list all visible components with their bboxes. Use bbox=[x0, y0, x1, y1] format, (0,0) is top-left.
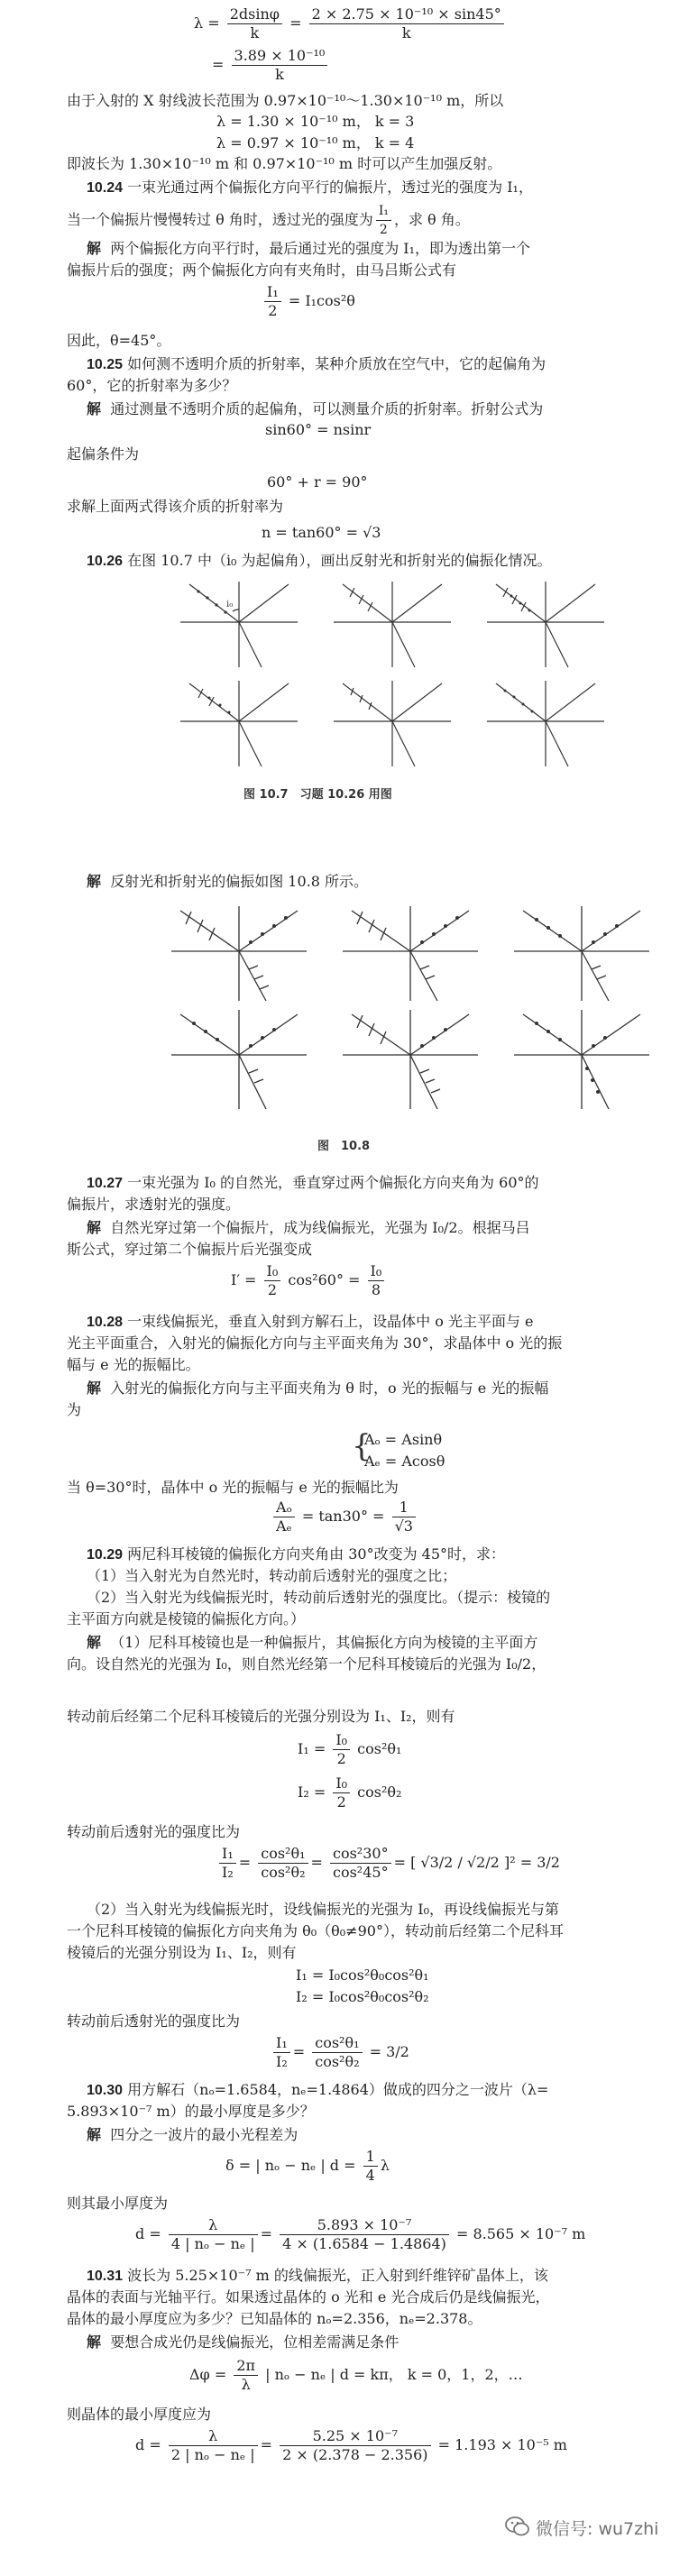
malus-equation: $\frac{\text{I₁}}{2}$ = I₁cos²θ bbox=[262, 283, 355, 320]
solution-label: 解 bbox=[87, 1634, 102, 1651]
intro-eq-1: λ = 1.30 × 10⁻¹⁰ m， k = 3 bbox=[216, 113, 415, 130]
problem-10-31-question-2: 晶体的表面与光轴平行。如果透过晶体的 o 光和 e 光合成后仍是线偏振光， bbox=[67, 2288, 550, 2306]
eq-lhs: λ = bbox=[194, 14, 220, 32]
problem-10-24-answer: 解 两个偏振化方向平行时，最后通过光的强度为 I₁，即为透出第一个 bbox=[87, 240, 531, 257]
polarized-i1-equation: I₁ = I₀cos²θ₀cos²θ₁ bbox=[296, 1966, 429, 1984]
intro-line: 由于入射的 X 射线波长范围为 0.97×10⁻¹⁰～1.30×10⁻¹⁰ m，所以 bbox=[67, 92, 504, 109]
diagram-6 bbox=[487, 681, 604, 766]
polarized-ratio-equation: $\frac{\text{I₁}}{\text{I₂}}$ = $\frac{\text{cos²θ₁}}{\text{cos²θ₂}}$ = 3/2 bbox=[271, 2034, 409, 2071]
problem-10-31-question: 10.31 波长为 5.25×10⁻⁷ m 的线偏振光，正入射到纤维锌矿晶体上，该 bbox=[87, 2267, 548, 2284]
problem-10-26-question: 10.26 在图 10.7 中（i₀ 为起偏角），画出反射光和折射光的偏振化情况。 bbox=[87, 552, 552, 569]
problem-10-28-answer-3: 当 θ=30°时，晶体中 o 光的振幅与 e 光的振幅比为 bbox=[67, 1479, 399, 1496]
problem-10-28-answer: 解 入射光的偏振化方向与主平面夹角为 θ 时，o 光的振幅与 e 光的振幅 bbox=[87, 1380, 549, 1397]
problem-10-30-question: 10.30 用方解石（nₒ=1.6584，nₑ=1.4864）做成的四分之一波片（λ= bbox=[87, 2081, 549, 2098]
figure-10-8-caption: 图 10.8 bbox=[317, 1140, 371, 1153]
amplitude-o-equation: Aₒ = Asinθ bbox=[364, 1431, 443, 1448]
problem-number: 10.26 bbox=[87, 554, 124, 569]
problem-10-27-answer: 解 自然光穿过第一个偏振片，成为线偏振光，光强为 I₀/2。根据马吕 bbox=[87, 1219, 530, 1236]
problem-10-31-question-3: 晶体的最小厚度应为多少？已知晶体的 nₒ=2.356，nₑ=2.378。 bbox=[67, 2310, 482, 2327]
problem-10-28-question: 10.28 一束线偏振光，垂直入射到方解石上，设晶体中 o 光主平面与 e bbox=[87, 1313, 534, 1330]
problem-10-29-answer-2: 向。设自然光的光强为 I₀，则自然光经第一个尼科耳棱镜后的光强为 I₀/2， bbox=[67, 1655, 546, 1673]
problem-10-24-question-2: 当一个偏振片慢慢转过 θ 角时，透过光的强度为 $\frac{\text{I₁}}{2}$ ，求 θ 角。 bbox=[67, 204, 470, 237]
problem-10-25-text: 起偏条件为 bbox=[67, 445, 140, 463]
intensity-i2-equation: I₂ = $\frac{\text{I₀}}{2}$ cos²θ₂ bbox=[298, 1774, 402, 1811]
problem-10-27-answer-2: 斯公式，穿过第二个偏振片后光强变成 bbox=[67, 1241, 313, 1258]
solution-label: 解 bbox=[87, 1380, 102, 1397]
amplitude-e-equation: Aₑ = Acosθ bbox=[364, 1453, 445, 1470]
refractive-index-result: n = tan60° = √3 bbox=[262, 524, 381, 541]
polarizing-angle-equation: 60° + r = 90° bbox=[267, 473, 368, 490]
polarized-i2-equation: I₂ = I₀cos²θ₀cos²θ₂ bbox=[296, 1988, 429, 2005]
refraction-equation: sin60° = nsinr bbox=[265, 421, 372, 438]
intensity-i1-equation: I₁ = $\frac{\text{I₀}}{2}$ cos²θ₁ bbox=[298, 1731, 402, 1767]
problem-10-25-text-2: 求解上面两式得该介质的折射率为 bbox=[67, 498, 284, 515]
problem-10-29-answer-3: 转动前后经第二个尼科耳棱镜后的光强分别设为 I₁、I₂，则有 bbox=[67, 1708, 455, 1725]
problem-10-29-answer-7: 棱镜后的光强分别设为 I₁、I₂，则有 bbox=[67, 1944, 297, 1961]
thickness-equation-10-31: d = $\frac{\lambda}{\text{2 | nₒ − nₑ |}}$ = $\frac{\text{5.25 × 10⁻⁷}}{2 \times (2.378 - 2.356)}$ = 1.193 × 10⁻⁵ m bbox=[135, 2427, 567, 2463]
path-difference-equation: δ = | nₒ − nₑ | d = $\frac{1}{4}$ λ bbox=[225, 2148, 390, 2184]
figure-10-8 bbox=[153, 897, 658, 1114]
problem-10-29-answer-5: （2）当入射光为线偏振光时，设线偏振光的光强为 I₀，再设线偏振光与第 bbox=[87, 1901, 560, 1918]
fraction: $\frac{\text{3.89 × 10⁻¹⁰}}{k}$ bbox=[232, 47, 328, 84]
problem-10-29-answer: 解 （1）尼科耳棱镜也是一种偏振片，其偏振化方向为棱镜的主平面方 bbox=[87, 1634, 538, 1651]
solution-label: 解 bbox=[87, 2126, 102, 2143]
problem-number: 10.29 bbox=[87, 1547, 124, 1563]
problem-10-27-question-2: 偏振片，求透射光的强度。 bbox=[67, 1196, 241, 1213]
problem-10-31-answer-2: 则晶体的最小厚度应为 bbox=[67, 2406, 212, 2423]
problem-number: 10.25 bbox=[87, 357, 124, 372]
solution-label: 解 bbox=[87, 240, 102, 257]
problem-10-28-answer-2: 为 bbox=[67, 1401, 82, 1418]
problem-10-25-question-2: 60°，它的折射率为多少？ bbox=[67, 377, 237, 394]
fraction: $\frac{2dsin\varphi}{k}$ bbox=[227, 5, 282, 42]
intro-eq-2: λ = 0.97 × 10⁻¹⁰ m， k = 4 bbox=[216, 134, 415, 151]
problem-10-29-question-2: （1）当入射光为自然光时，转动前后透射光的强度之比； bbox=[87, 1567, 457, 1584]
problem-10-30-answer: 解 四分之一波片的最小光程差为 bbox=[87, 2126, 298, 2143]
problem-10-29-answer-6: 一个尼科耳棱镜的偏振化方向夹角为 θ₀（θ₀≠90°），转动前后经第二个尼科耳 bbox=[67, 1922, 564, 1939]
intro-conclusion: 即波长为 1.30×10⁻¹⁰ m 和 0.97×10⁻¹⁰ m 时可以产生加强反射。 bbox=[67, 155, 502, 172]
figure-10-7-caption: 图 10.7 习题 10.26 用图 bbox=[243, 788, 392, 802]
problem-10-28-question-3: 幅与 e 光的振幅比。 bbox=[67, 1356, 200, 1373]
solution-label: 解 bbox=[87, 400, 102, 417]
problem-number: 10.28 bbox=[87, 1315, 124, 1330]
problem-10-24-answer-2: 偏振片后的强度；两个偏振化方向有夹角时，由马吕斯公式有 bbox=[67, 261, 457, 279]
diagram-4 bbox=[180, 681, 298, 766]
diagram-5 bbox=[334, 681, 451, 766]
thickness-equation-10-30: d = $\frac{\lambda}{\text{4 | nₒ − nₑ |}}$ = $\frac{\text{5.893 × 10⁻⁷}}{4 \times (1.6584 - 1.4864)}$ = 8.565 × 10⁻⁷ m bbox=[135, 2216, 586, 2252]
watermark: 微信号: wu7zhi bbox=[536, 2519, 659, 2539]
solution-label: 解 bbox=[87, 873, 102, 890]
problem-number: 10.24 bbox=[87, 180, 124, 196]
brace: { bbox=[352, 1428, 372, 1464]
diagram-3 bbox=[487, 582, 604, 667]
problem-10-25-answer: 解 通过测量不透明介质的起偏角，可以测量介质的折射率。折射公式为 bbox=[87, 400, 544, 417]
phase-difference-equation: Δφ = $\frac{2\pi}{\lambda}$ | nₒ − nₑ | d = kπ， k = 0，1，2，… bbox=[189, 2357, 523, 2393]
problem-10-31-answer: 解 要想合成光仍是线偏振光，位相差需满足条件 bbox=[87, 2333, 400, 2351]
problem-10-29-question-3: （2）当入射光为线偏振光时，转动前后透射光的强度比。（提示：棱镜的 bbox=[87, 1589, 551, 1606]
solution-label: 解 bbox=[87, 2333, 102, 2351]
problem-number: 10.27 bbox=[87, 1176, 124, 1191]
figure-10-7 bbox=[162, 577, 631, 775]
malus-result-equation: I′ = $\frac{\text{I₀}}{2}$ cos²60° = $\frac{\text{I₀}}{8}$ bbox=[231, 1262, 387, 1299]
problem-10-24-question: 10.24 一束光通过两个偏振化方向平行的偏振片，透过光的强度为 I₁， bbox=[87, 179, 533, 196]
problem-10-29-answer-8: 转动前后透射光的强度比为 bbox=[67, 2012, 241, 2030]
wechat-icon bbox=[505, 2516, 530, 2537]
equation-lambda: λ = $\frac{2dsin\varphi}{k}$ = $\frac{\text{2 × 2.75 × 10⁻¹⁰ × sin45°}}{k}$ bbox=[194, 5, 507, 42]
problem-10-28-question-2: 光主平面重合，入射光的偏振化方向与主平面夹角为 30°，求晶体中 o 光的振 bbox=[67, 1334, 563, 1352]
equation-lambda-2: = $\frac{\text{3.89 × 10⁻¹⁰}}{k}$ bbox=[212, 47, 330, 84]
intensity-ratio-equation: $\frac{\text{I₁}}{\text{I₂}}$ = $\frac{\text{cos²θ₁}}{\text{cos²θ₂}}$ = $\frac{\text{cos²30°}}{\text{cos²45°}}$ = [ √3/2 / √2/2 ]² = 3/2 bbox=[216, 1845, 560, 1882]
problem-10-27-question: 10.27 一束光强为 I₀ 的自然光，垂直穿过两个偏振化方向夹角为 60°的 bbox=[87, 1174, 539, 1191]
problem-10-30-answer-2: 则其最小厚度为 bbox=[67, 2195, 169, 2212]
problem-10-29-question: 10.29 两尼科耳棱镜的偏振化方向夹角由 30°改变为 45°时，求： bbox=[87, 1545, 506, 1563]
problem-10-29-question-4: 主平面方向就是棱镜的偏振化方向。） bbox=[67, 1610, 306, 1627]
problem-number: 10.30 bbox=[87, 2083, 124, 2098]
problem-10-25-question: 10.25 如何测不透明介质的折射率，某种介质放在空气中，它的起偏角为 bbox=[87, 355, 546, 372]
diagram-2 bbox=[334, 582, 451, 667]
solution-label: 解 bbox=[87, 1219, 102, 1236]
diagram-1 bbox=[180, 582, 298, 667]
angle-label: i₀ bbox=[226, 600, 234, 610]
problem-number: 10.31 bbox=[87, 2269, 124, 2284]
problem-10-30-question-2: 5.893×10⁻⁷ m）的最小厚度是多少？ bbox=[67, 2103, 315, 2120]
amplitude-ratio-equation: $\frac{\text{Aₒ}}{\text{Aₑ}}$ = tan30° = $\frac{1}{√3}$ bbox=[271, 1499, 418, 1536]
fraction: $\frac{\text{2 × 2.75 × 10⁻¹⁰ × sin45°}}{k}$ bbox=[309, 5, 504, 42]
problem-10-24-result: 因此，θ=45°。 bbox=[67, 332, 171, 349]
problem-10-29-answer-4: 转动前后透射光的强度比为 bbox=[67, 1823, 241, 1840]
problem-10-26-answer: 解 反射光和折射光的偏振如图 10.8 所示。 bbox=[87, 873, 368, 890]
